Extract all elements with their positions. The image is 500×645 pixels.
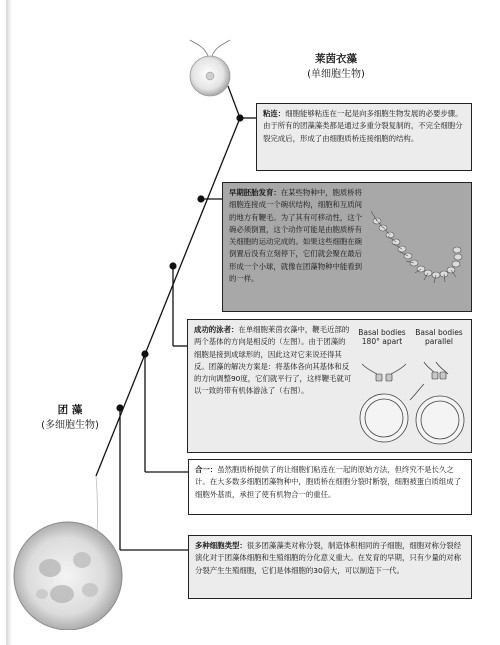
panel-embryo-title: 早期胚胎发育： (229, 188, 281, 197)
bottom-organism-subtitle: (多细胞生物) (41, 420, 99, 431)
inverting-bowl-illustration (363, 197, 467, 297)
panel-adhesion-body: 细胞能够粘连在一起是向多细胞生物发展的必要步骤。由于所有的团藻藻类都是通过多重分裂复制的，不完全细胞分裂完成后，形成了由细胞质桥连接细胞的结构。 (263, 109, 463, 143)
panel-embryo-body: 在某些物种中，胞质桥将细胞连接成一个碗状结构，细胞和互质间的地方有鞭毛。为了其有可移动性，这个碗必须倒置，这个动作可能是由胞质桥有关细胞的运动完成的。如果这些细胞在碗倒置后没有立刻停下，它们就会聚在最后形成一个小球，就像在团藻物种中能看到的一样。 (229, 188, 363, 284)
chlamydomonas-illustration (186, 38, 234, 98)
panel-unification-body: 虽然胞质桥提供了的让细胞们粘连在一起的原始方法，但终究不是长久之计。在大多数多细胞团藻物种中，胞质桥在细胞分裂时断裂，细胞被蛋白质组成了细胞外基质，承担了使有机物合一的重任。 (195, 465, 462, 499)
panel-swimmer-title: 成功的泳者： (194, 325, 239, 334)
bottom-organism-label (28, 403, 112, 433)
tree-node-1 (236, 114, 243, 121)
panel-embryo-text (229, 187, 364, 285)
panel-adhesion (256, 103, 472, 171)
top-organism-name: 莱茵衣藻 (315, 53, 357, 65)
panel-swimmer-body: 在单细胞莱茵衣藻中，鞭毛近部的两个基体的方向是相反的（左图）。由于团藻的细胞是接到成球形的，因此这对它来说还得其反。团藻的解决方案是：将基体各向其基体和反的方向调整90度，它们就平行了，这样鞭毛就可以一致的带有机体游泳了（右图）。 (194, 325, 352, 396)
basal-bodies-apart-label: Basal bodies 180° apart (358, 328, 406, 346)
panel-unification-text (195, 464, 465, 501)
basal-bodies-parallel-label: Basal bodies parallel (415, 328, 463, 346)
top-organism-subtitle: (单细胞生物) (307, 69, 365, 80)
bottom-organism-name: 团 藻 (57, 404, 83, 416)
tree-node-2 (197, 195, 204, 202)
panel-adhesion-title: 粘连： (263, 109, 286, 118)
panel-adhesion-text (263, 108, 465, 145)
panel-unification-title: 合一： (195, 465, 218, 474)
panel-swimmer (187, 319, 472, 453)
tree-node-5 (116, 404, 123, 411)
panel-unification (188, 459, 472, 515)
tree-node-4 (141, 350, 148, 357)
panel-swimmer-text (194, 324, 352, 398)
panel-cell-types-body: 很多团藻藻类对称分裂，制造体积相同的子细胞，细胞对称分裂经演化对于团藻体细胞和生殖细胞的分化意义重大。在发育的早期，只有少量的对称分裂产生生殖细胞，它们是体细胞的30倍大，可以制造下一代。 (195, 541, 462, 575)
top-organism-label (296, 52, 376, 82)
panel-cell-types-text (195, 540, 465, 577)
basal-bodies-illustration (354, 354, 468, 450)
panel-cell-types (188, 535, 472, 599)
volvox-illustration (12, 470, 124, 630)
panel-embryo (222, 182, 472, 312)
tree-node-3 (169, 262, 176, 269)
panel-cell-types-title: 多种细胞类型： (195, 541, 247, 550)
